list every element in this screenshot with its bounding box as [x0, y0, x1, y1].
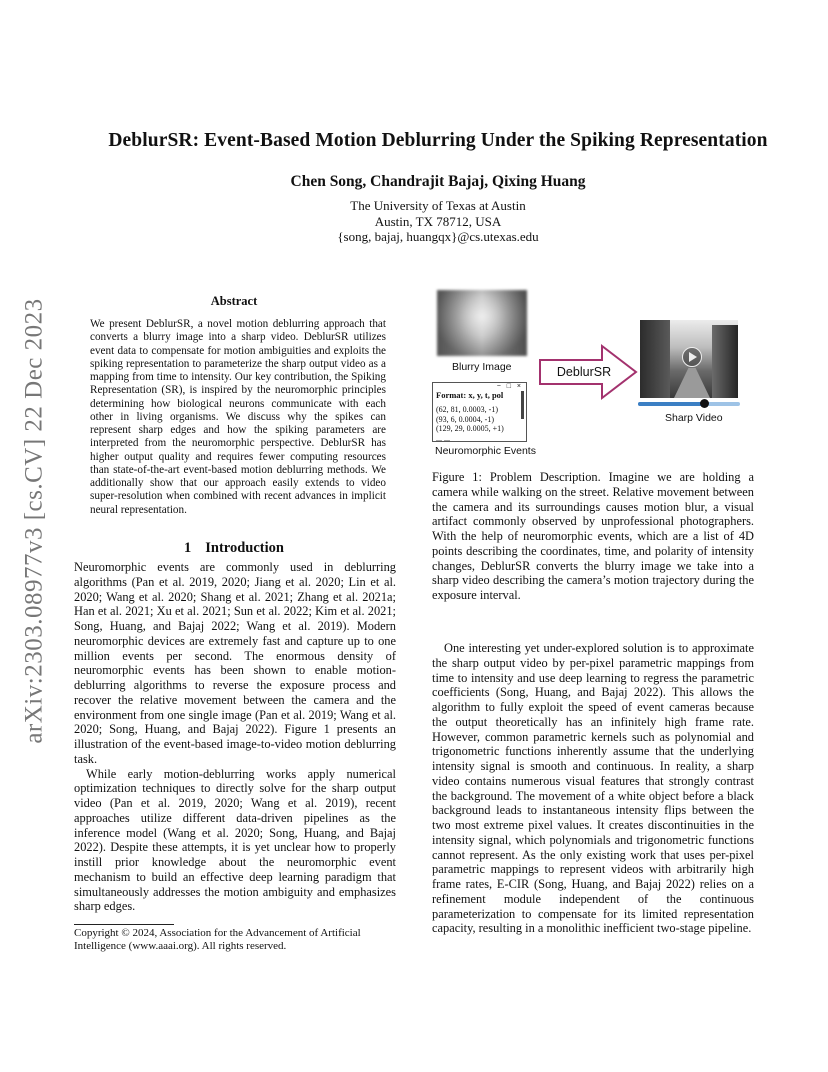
- event-row: ... ...: [436, 433, 450, 443]
- section-heading-introduction: [74, 540, 394, 557]
- video-progress-bar: [638, 402, 740, 406]
- affiliation-line-1: The University of Texas at Austin: [350, 198, 526, 213]
- window-controls-icon: − □ ×: [496, 383, 523, 390]
- affiliation-email: {song, bajaj, huangqx}@cs.utexas.edu: [337, 229, 539, 244]
- footnote-rule: [74, 924, 174, 925]
- event-row: (62, 81, 0.0003, -1): [436, 405, 498, 414]
- deblursr-arrow-label: DeblurSR: [556, 365, 612, 379]
- abstract-text: We present DeblurSR, a novel motion deblurring approach that converts a blurry image into a sharp video. DeblurSR utilizes event data to compensate for motion ambiguities and exploits the spiking representation to parameterize the sharp output video as a mapping from time to intensity. Our key contribution, the Spiking Representation (SR), is inspired by the neuromorphic principles determining how biological neurons communicate with each other in living organisms. We discuss why the spikes can represent sharp edges and how the spiking parameters are interpreted from the neuromorphic perspective. DeblurSR has higher output quality and requires fewer computing resources than state-of-the-art event-based motion deblurring methods. We additionally show that our approach easily extends to video super-resolution when combined with recent advances in implicit neural representation.: [90, 318, 386, 516]
- play-icon: [682, 347, 702, 367]
- section-title: Introduction: [205, 540, 284, 556]
- right-column-body: [432, 641, 754, 936]
- intro-paragraph-2: While early motion-deblurring works apply numerical optimization techniques to directly solve for the sharp output video (Pan et al. 2019, 2020; Wang et al. 2019), recent approaches utilize different data-driven pipelines as the inference model (Wang et al. 2020; Song, Huang, and Bajaj 2022). Despite these attempts, it is yet unclear how to properly instill prior knowledge about the neuromorphic event mechanism to build an effective deep learning paradigm that simultaneously addresses the motion ambiguity and emphasizes sharp edges.: [74, 766, 396, 914]
- window-scrollbar: [521, 391, 524, 419]
- arxiv-identifier: [20, 283, 50, 758]
- intro-body: [74, 560, 396, 914]
- video-progress-fill: [638, 402, 704, 406]
- figure-1: [432, 290, 762, 460]
- video-progress-knob: [700, 399, 709, 408]
- figure-1-caption: Figure 1: Problem Description. Imagine we are holding a camera while walking on the street. Relative movement between the camera and its surroundings causes motion blur, a visual artifact commonly observed by unprofessional photographers. With the help of neuromorphic events, which are a list of 4D points describing the coordinates, time, and polarity of intensity changes, DeblurSR converts the blurry image we take into a sharp video describing the camera’s motion trajectory during the exposure interval.: [432, 470, 754, 602]
- arxiv-identifier-text: arXiv:2303.08977v3 [cs.CV] 22 Dec 2023: [21, 297, 49, 744]
- intro-paragraph-1: Neuromorphic events are commonly used in deblurring algorithms (Pan et al. 2019, 2020; Jiang et al. 2020; Lin et al. 2020; Wang et al. 2020; Shang et al. 2021; Zhang et al. 2021a; Han et al. 2021; Xu et al. 2021; Sun et al. 2022; Kim et al. 2021; Song, Huang, and Bajaj 2022; Wang et al. 2019). Modern neuromorphic devices are extremely fast and capture up to one million events per second. The enormous density of neuromorphic events has been shown to enable motion-deblurring algorithms to reverse the exposure process and recover the relative movement between the camera and the environment from one single image (Pan et al. 2019; Wang et al. 2020; Song, Huang, and Bajaj 2022). Figure 1 presents an illustration of the event-based image-to-video motion deblurring task.: [74, 560, 396, 766]
- copyright-footnote: Copyright © 2024, Association for the Advancement of Artificial Intelligence (www.aaai.org). All rights reserved.: [74, 927, 361, 952]
- blurry-image: [437, 290, 527, 356]
- event-format-header: Format: x, y, t, pol: [436, 390, 504, 400]
- paper-authors: Chen Song, Chandrajit Bajaj, Qixing Huang: [290, 173, 586, 190]
- sharp-video-label: Sharp Video: [665, 412, 723, 424]
- event-row: (129, 29, 0.0005, +1): [436, 424, 504, 433]
- affiliation-line-2: Austin, TX 78712, USA: [374, 213, 502, 229]
- right-paragraph-1: One interesting yet under-explored solution is to approximate the sharp output video by per-pixel parametric mappings from time to intensity and use deep learning to regress the parametric coefficients (Song, Huang, and Bajaj 2022). This allows the algorithm to fully exploit the speed of event cameras because the output theoretically has an infinitely high frame rate. However, common parametric kernels such as polynomial and trigonometric functions inherently assume that the underlying intensity signal is smooth and continuous. In reality, a sharp video contains numerous visual features that strongly contrast the background. The movement of a white object before a black background leads to instantaneous intensity flips between the two most extreme pixel values. It creates discontinuities in the intensity signal, which polynomials and trigonometric functions cannot represent. As the only existing work that uses per-pixel parametric mappings to represent videos with arbitrarily high frame rates, E-CIR (Song, Huang, and Bajaj 2022) relies on a refinement module independent of the continuous parameterization to compensate for its limited representation capacity, resulting in a monolithic inefficient two-stage pipeline.: [432, 641, 754, 936]
- paper-title: DeblurSR: Event-Based Motion Deblurring Under the Spiking Representation: [108, 130, 768, 151]
- event-list-window: [432, 382, 527, 442]
- section-number: 1: [184, 540, 192, 556]
- event-rows: [436, 405, 504, 443]
- affiliation-block: [70, 198, 806, 245]
- abstract-heading: Abstract: [210, 294, 258, 308]
- neuromorphic-events-label: Neuromorphic Events: [435, 445, 536, 457]
- blurry-image-label: Blurry Image: [452, 361, 512, 373]
- event-row: (93, 6, 0.0004, -1): [436, 414, 494, 424]
